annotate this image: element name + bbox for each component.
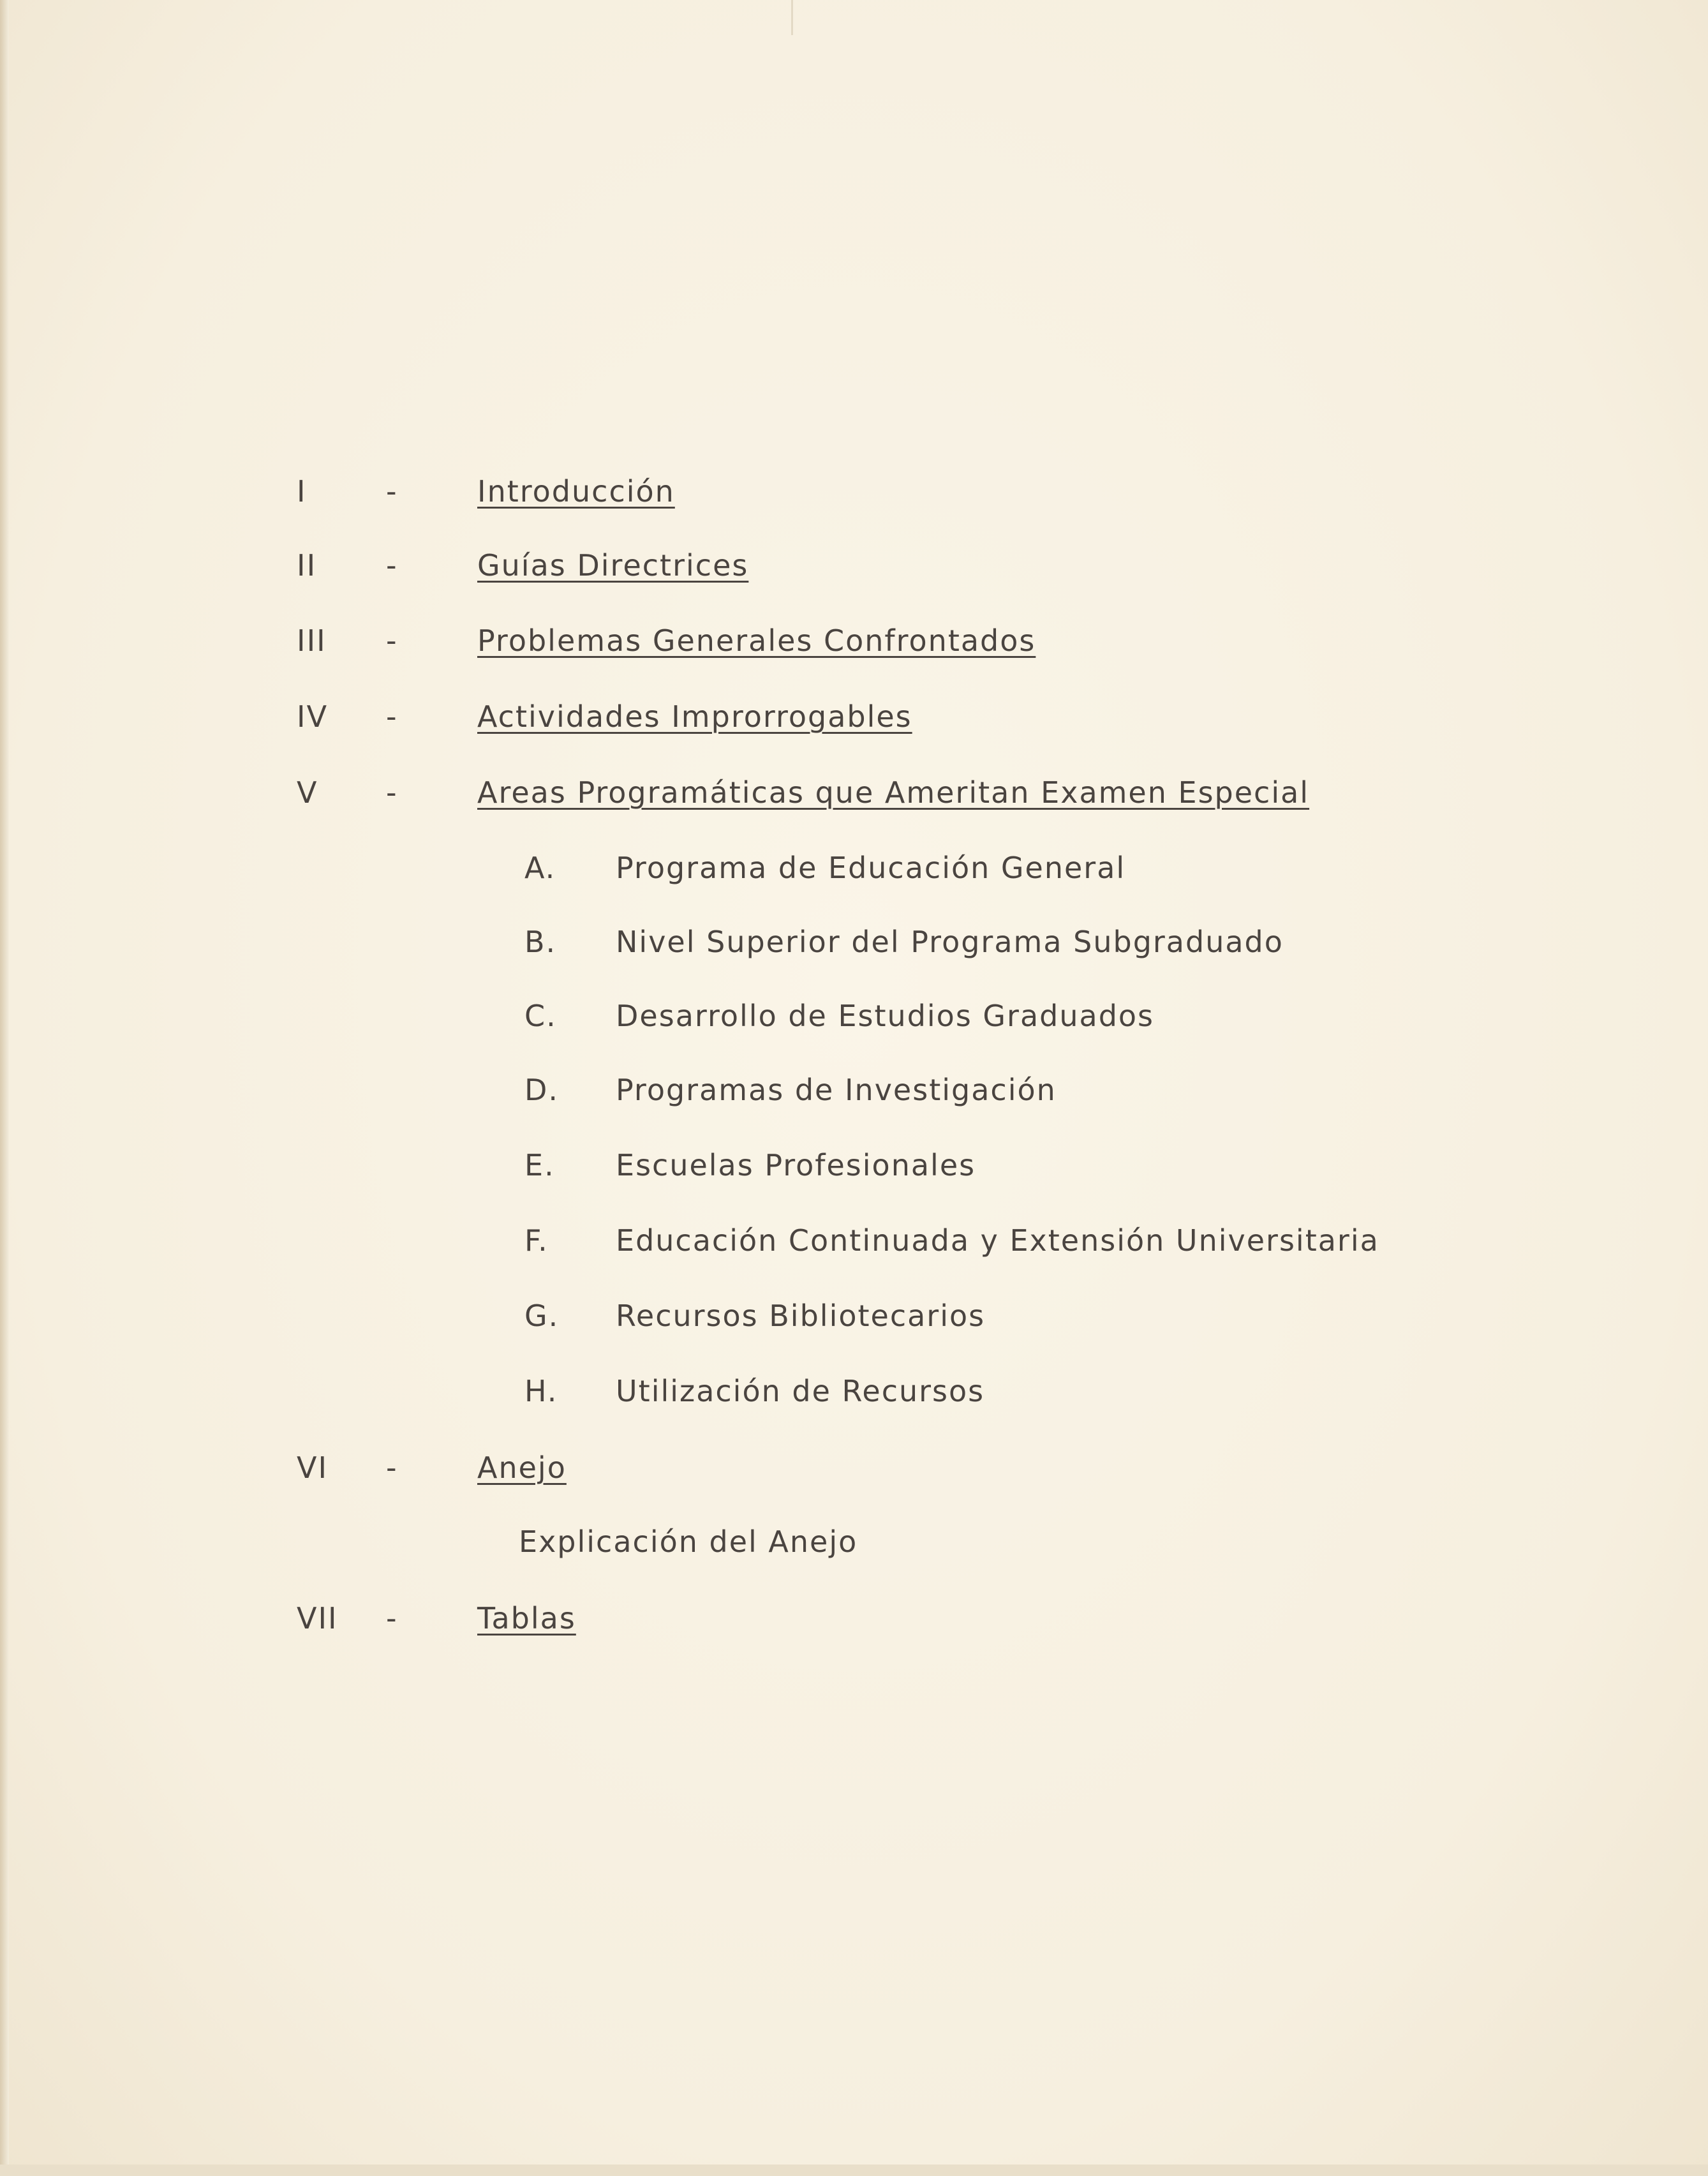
subsection-title: Escuelas Profesionales <box>616 1148 976 1182</box>
subsection-letter: B. <box>524 925 557 959</box>
subsection-title: Utilización de Recursos <box>616 1374 985 1408</box>
section-dash: - <box>386 775 398 810</box>
section-numeral: II <box>297 548 317 583</box>
subsection-letter: F. <box>524 1223 549 1258</box>
paper-bottom-edge <box>0 2165 1708 2176</box>
section-numeral: VII <box>297 1601 338 1636</box>
section-title-areas: Areas Programáticas que Ameritan Examen Especial <box>477 775 1310 810</box>
subsection-title: Desarrollo de Estudios Graduados <box>616 999 1155 1033</box>
section-numeral: I <box>297 474 307 509</box>
section-dash: - <box>386 548 398 583</box>
subsection-letter: C. <box>524 999 557 1033</box>
section-title-anejo: Anejo <box>477 1450 567 1485</box>
subsection-title: Programa de Educación General <box>616 851 1126 885</box>
section-numeral: VI <box>297 1450 329 1485</box>
paper-edge <box>0 0 9 2176</box>
subsection-title: Programas de Investigación <box>616 1073 1057 1107</box>
section-dash: - <box>386 474 398 509</box>
section-title-actividades: Actividades Improrrogables <box>477 699 912 734</box>
section-dash: - <box>386 1450 398 1485</box>
fold-mark <box>791 0 793 35</box>
section-numeral: III <box>297 623 327 658</box>
subsection-letter: H. <box>524 1374 558 1408</box>
section-numeral: IV <box>297 699 329 734</box>
subsection-title: Educación Continuada y Extensión Universitaria <box>616 1223 1379 1258</box>
section-dash: - <box>386 1601 398 1636</box>
subsection-letter: A. <box>524 851 556 885</box>
anejo-note: Explicación del Anejo <box>519 1524 858 1559</box>
subsection-title: Recursos Bibliotecarios <box>616 1299 986 1333</box>
subsection-letter: G. <box>524 1299 560 1333</box>
section-numeral: V <box>297 775 318 810</box>
subsection-letter: D. <box>524 1073 560 1107</box>
subsection-letter: E. <box>524 1148 555 1182</box>
section-dash: - <box>386 623 398 658</box>
section-dash: - <box>386 699 398 734</box>
section-title-guias: Guías Directrices <box>477 548 749 583</box>
subsection-title: Nivel Superior del Programa Subgraduado <box>616 925 1284 959</box>
section-title-introduccion: Introducción <box>477 474 675 509</box>
section-title-problemas: Problemas Generales Confrontados <box>477 623 1036 658</box>
section-title-tablas: Tablas <box>477 1601 576 1636</box>
